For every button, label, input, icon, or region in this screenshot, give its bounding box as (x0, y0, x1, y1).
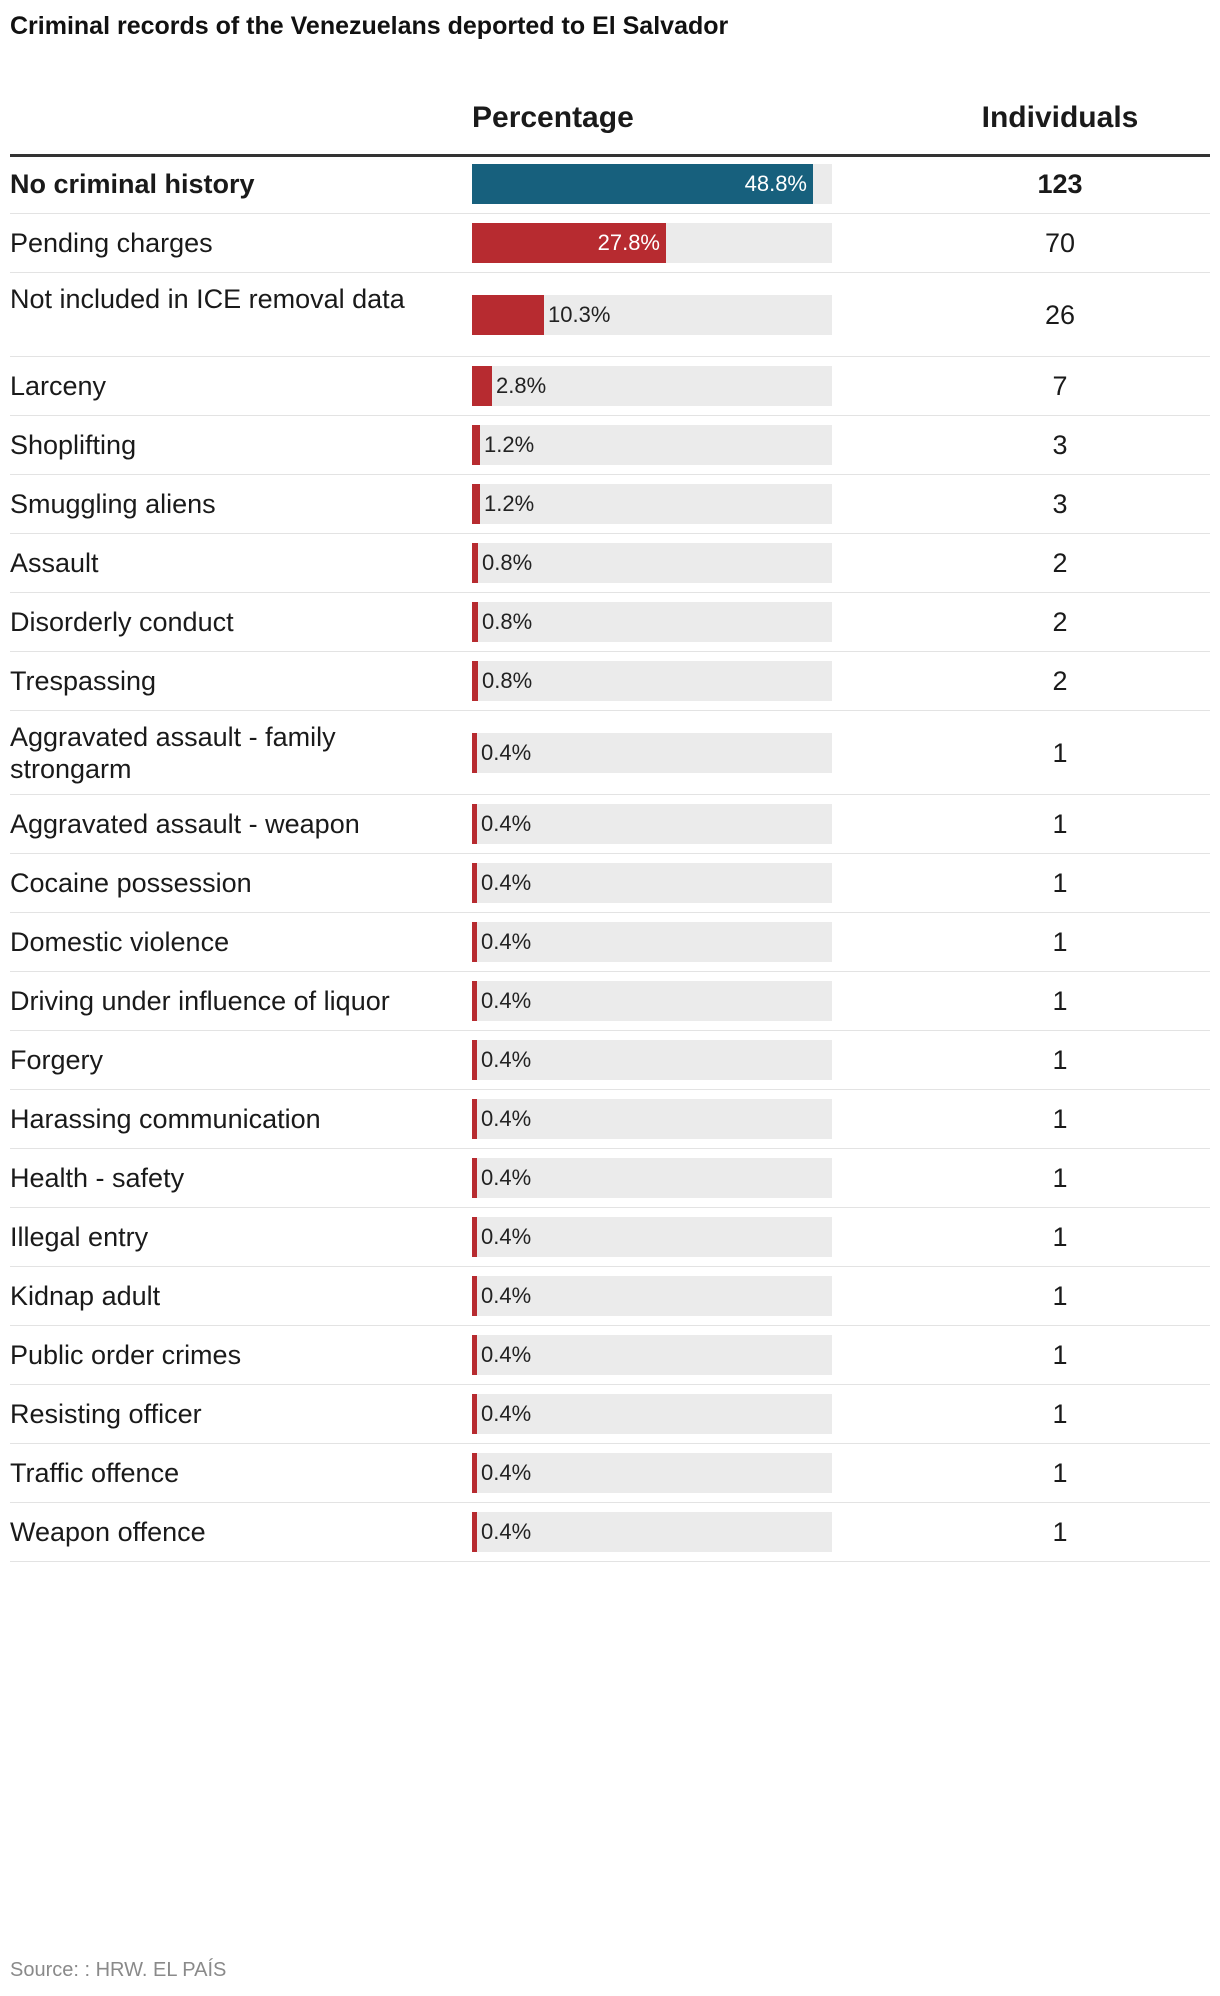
row-individuals: 1 (1052, 1458, 1068, 1488)
row-individuals: 1 (1052, 1281, 1068, 1311)
row-label: Disorderly conduct (10, 607, 234, 637)
bar-track (472, 922, 832, 962)
row-label: No criminal history (10, 169, 255, 199)
row-individuals: 2 (1052, 607, 1068, 637)
bar-track (472, 1217, 832, 1257)
bar (472, 1276, 477, 1316)
row-individuals: 2 (1052, 548, 1068, 578)
column-header-percentage: Percentage (472, 101, 634, 134)
bar (472, 484, 480, 524)
bar-value-label: 0.4% (481, 1106, 532, 1131)
row-individuals: 1 (1052, 1399, 1068, 1429)
bar-value-label: 0.4% (481, 1460, 532, 1485)
row-label: Assault (10, 548, 99, 578)
table-row (10, 416, 1210, 475)
row-label: Kidnap adult (10, 1281, 161, 1311)
bar (472, 1040, 477, 1080)
bar-value-label: 0.8% (482, 609, 533, 634)
table-row (10, 1503, 1210, 1562)
row-label: Pending charges (10, 228, 213, 258)
bar (472, 1335, 477, 1375)
bar-value-label: 48.8% (744, 171, 807, 196)
table-row (10, 534, 1210, 593)
row-label: Harassing communication (10, 1104, 321, 1134)
bar-value-label: 1.2% (484, 432, 535, 457)
row-individuals: 1 (1052, 1104, 1068, 1134)
bar-track (472, 804, 832, 844)
bar-value-label: 0.4% (481, 1224, 532, 1249)
bar (472, 366, 492, 406)
bar-track (472, 1512, 832, 1552)
bar-track (472, 1040, 832, 1080)
table-row (10, 854, 1210, 913)
bar-track (472, 543, 832, 583)
row-individuals: 1 (1052, 738, 1068, 768)
bar-value-label: 0.4% (481, 1165, 532, 1190)
bar-track (472, 484, 832, 524)
table-row (10, 1090, 1210, 1149)
row-individuals: 1 (1052, 1222, 1068, 1252)
column-header-individuals: Individuals (981, 101, 1139, 134)
bar-value-label: 10.3% (548, 302, 611, 327)
row-label: Resisting officer (10, 1399, 202, 1429)
source-note: Source: : HRW. EL PAÍS (10, 1959, 227, 1981)
row-label: Public order crimes (10, 1340, 242, 1370)
row-label: Aggravated assault - weapon (10, 809, 360, 839)
bar (472, 602, 478, 642)
bar (472, 804, 477, 844)
table-row (10, 1208, 1210, 1267)
bar-track (472, 223, 832, 263)
bar-value-label: 0.4% (481, 1401, 532, 1426)
bar-track (472, 1099, 832, 1139)
row-individuals: 3 (1052, 430, 1068, 460)
bar-value-label: 0.4% (481, 1047, 532, 1072)
bar (472, 295, 544, 335)
row-individuals: 1 (1052, 1340, 1068, 1370)
bar (472, 863, 477, 903)
bar (472, 733, 477, 773)
table-row (10, 357, 1210, 416)
row-label: Cocaine possession (10, 868, 252, 898)
bar-track (472, 164, 832, 204)
table-row (10, 1385, 1210, 1444)
bar-track (472, 981, 832, 1021)
row-label: Aggravated assault - family strongarm (10, 722, 336, 784)
row-label: Smuggling aliens (10, 489, 216, 519)
row-individuals: 1 (1052, 809, 1068, 839)
bar-value-label: 0.4% (481, 929, 532, 954)
bar-track (472, 1158, 832, 1198)
row-individuals: 1 (1052, 1045, 1068, 1075)
bar-track (472, 425, 832, 465)
bar-value-label: 0.8% (482, 550, 533, 575)
bar-track (472, 863, 832, 903)
table-row (10, 652, 1210, 711)
bar (472, 1158, 477, 1198)
row-label: Domestic violence (10, 927, 230, 957)
bar-value-label: 27.8% (597, 230, 660, 255)
bar-value-label: 0.4% (481, 988, 532, 1013)
row-label: Illegal entry (10, 1222, 149, 1252)
bar-value-label: 0.4% (481, 1283, 532, 1308)
bar-track (472, 661, 832, 701)
bar-value-label: 0.4% (481, 870, 532, 895)
table-row (10, 273, 1210, 357)
bar-track (472, 1335, 832, 1375)
bar (472, 661, 478, 701)
bar (472, 1512, 477, 1552)
row-individuals: 3 (1052, 489, 1068, 519)
bar (472, 981, 477, 1021)
bar-value-label: 0.4% (481, 811, 532, 836)
row-individuals: 1 (1052, 927, 1068, 957)
bar-value-label: 0.4% (481, 1519, 532, 1544)
bar-track (472, 1394, 832, 1434)
bar (472, 1217, 477, 1257)
bar (472, 543, 478, 583)
bar-track (472, 1453, 832, 1493)
row-label: Traffic offence (10, 1458, 180, 1488)
row-individuals: 1 (1052, 1517, 1068, 1547)
table-row (10, 1444, 1210, 1503)
row-individuals: 123 (1037, 169, 1083, 199)
bar-value-label: 2.8% (496, 373, 547, 398)
row-label: Forgery (10, 1045, 104, 1075)
row-individuals: 1 (1052, 986, 1068, 1016)
table-row (10, 795, 1210, 854)
table-row (10, 475, 1210, 534)
bar-value-label: 0.4% (481, 740, 532, 765)
row-label: Weapon offence (10, 1517, 206, 1547)
bar-value-label: 1.2% (484, 491, 535, 516)
row-individuals: 70 (1044, 228, 1076, 258)
bar-track (472, 602, 832, 642)
table-header (10, 92, 1210, 157)
table-row (10, 711, 1210, 795)
row-individuals: 7 (1052, 371, 1068, 401)
row-label: Shoplifting (10, 430, 137, 460)
table-row (10, 1149, 1210, 1208)
table-body (10, 155, 1210, 1562)
table-row (10, 214, 1210, 273)
bar (472, 1099, 477, 1139)
bar (472, 922, 477, 962)
table-row (10, 593, 1210, 652)
row-label: Not included in ICE removal data (10, 284, 405, 314)
table-row (10, 913, 1210, 972)
table-row (10, 1267, 1210, 1326)
bar-track (472, 1276, 832, 1316)
bar-track (472, 733, 832, 773)
table-row (10, 155, 1210, 214)
bar-value-label: 0.8% (482, 668, 533, 693)
row-label: Driving under influence of liquor (10, 986, 390, 1016)
row-individuals: 1 (1052, 1163, 1068, 1193)
bar-value-label: 0.4% (481, 1342, 532, 1367)
row-individuals: 26 (1044, 300, 1076, 330)
row-individuals: 1 (1052, 868, 1068, 898)
bar (472, 1394, 477, 1434)
table-row (10, 1031, 1210, 1090)
table-row (10, 1326, 1210, 1385)
table-row (10, 972, 1210, 1031)
bar (472, 425, 480, 465)
bar (472, 1453, 477, 1493)
row-label: Trespassing (10, 666, 157, 696)
row-individuals: 2 (1052, 666, 1068, 696)
row-label: Health - safety (10, 1163, 185, 1193)
bar-track (472, 295, 832, 335)
chart-title: Criminal records of the Venezuelans deported to El Salvador (10, 12, 729, 40)
bar-track (472, 366, 832, 406)
row-label: Larceny (10, 371, 107, 401)
